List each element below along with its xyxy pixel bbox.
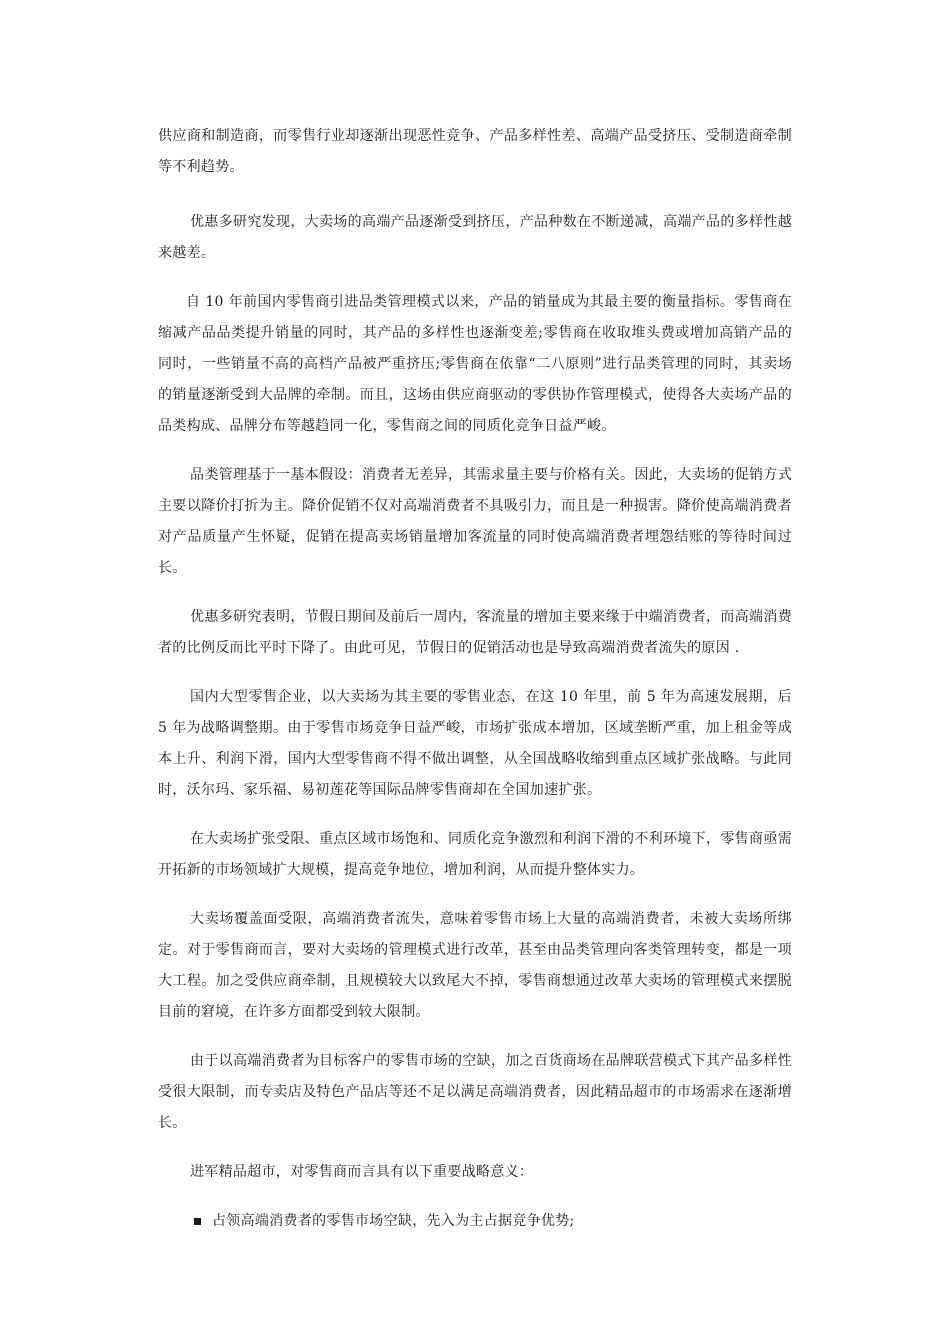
paragraph: 自 10 年前国内零售商引进品类管理模式以来，产品的销量成为其最主要的衡量指标。零售商在缩减产品品类提升销量的同时，其产品的多样性也逐渐变差;零售商在收取堆头费或增加高销产品的同时，一些销量不高的高档产品被严重挤压;零售商在依靠“二八原则”进行品类管理的同时，其卖场的销量逐渐受到大品牌的牵制。而且，这场由供应商驱动的零供协作管理模式，使得各大卖场产品的品类构成、品牌分布等越趋同一化，零售商之间的同质化竞争日益严峻。 <box>158 294 792 434</box>
square-bullet-icon <box>194 1218 201 1225</box>
paragraph: 品类管理基于一基本假设：消费者无差异，其需求量主要与价格有关。因此，大卖场的促销方式主要以降价打折为主。降价促销不仅对高端消费者不具吸引力，而且是一种损害。降价使高端消费者对产品质量产生怀疑，促销在提高卖场销量增加客流量的同时使高端消费者埋怨结账的等待时间过长。 <box>158 467 792 576</box>
paragraph: 在大卖场扩张受限、重点区域市场饱和、同质化竞争激烈和利润下滑的不利环境下，零售商亟需开拓新的市场领域扩大规模，提高竞争地位，增加利润，从而提升整体实力。 <box>158 831 792 878</box>
paragraph: 由于以高端消费者为目标客户的零售市场的空缺，加之百货商场在品牌联营模式下其产品多样性受很大限制，而专卖店及特色产品店等还不足以满足高端消费者，因此精品超市的市场需求在逐渐增长。 <box>158 1053 792 1131</box>
paragraph: 国内大型零售企业，以大卖场为其主要的零售业态，在这 10 年里，前 5 年为高速发展期，后 5 年为战略调整期。由于零售市场竞争日益严峻，市场扩张成本增加，区域垄断严重，加上租金等成本上升、利润下滑，国内大型零售商不得不做出调整，从全国战略收缩到重点区域扩张战略。与此同时，沃尔玛、家乐福、易初莲花等国际品牌零售商却在全国加速扩张。 <box>158 689 792 798</box>
paragraph: 优惠多研究表明，节假日期间及前后一周内，客流量的增加主要来缘于中端消费者，而高端消费者的比例反而比平时下降了。由此可见，节假日的促销活动也是导致高端消费者流失的原因 . <box>158 609 792 656</box>
document-body <box>158 121 792 1237</box>
paragraph: 优惠多研究发现，大卖场的高端产品逐渐受到挤压，产品种数在不断递减，高端产品的多样性越来越差。 <box>158 214 792 261</box>
paragraph-continuation: 供应商和制造商，而零售行业却逐渐出现恶性竞争、产品多样性差、高端产品受挤压、受制造商牵制等不利趋势。 <box>158 128 792 175</box>
bullet-text: 占领高端消费者的零售市场空缺，先入为主占据竞争优势; <box>212 1213 575 1229</box>
paragraph: 大卖场覆盖面受限，高端消费者流失，意味着零售市场上大量的高端消费者，未被大卖场所绑定。对于零售商而言，要对大卖场的管理模式进行改革，甚至由品类管理向客类管理转变，都是一项大工程。加之受供应商牵制，且规模较大以致尾大不掉，零售商想通过改革大卖场的管理模式来摆脱目前的窘境，在许多方面都受到较大限制。 <box>158 911 792 1020</box>
bullet-list-item <box>158 1206 792 1237</box>
paragraph: 进军精品超市，对零售商而言具有以下重要战略意义： <box>190 1164 534 1180</box>
